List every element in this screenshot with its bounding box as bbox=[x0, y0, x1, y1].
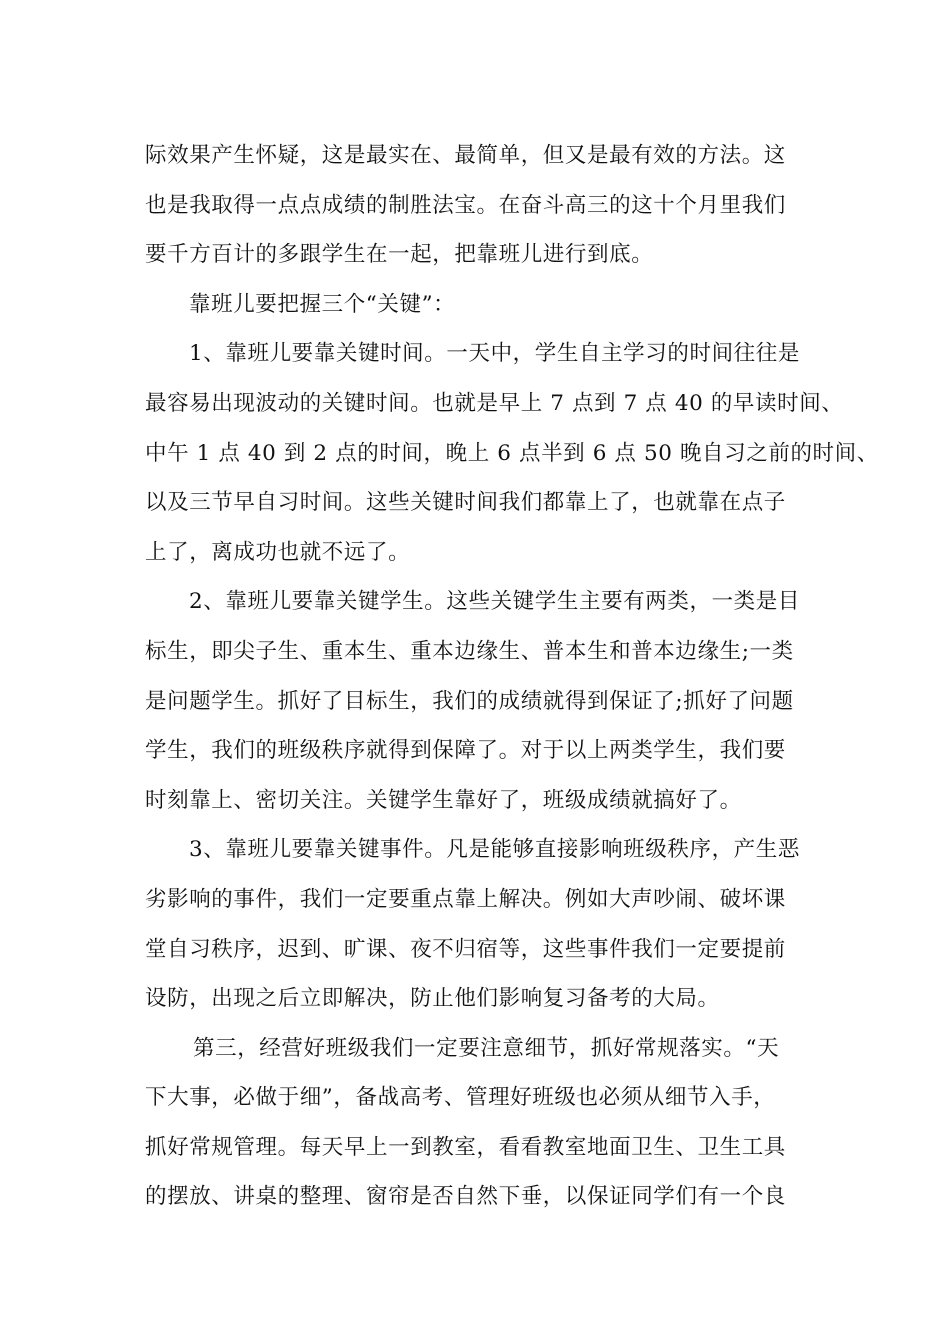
text-line: 以及三节早自习时间。这些关键时间我们都靠上了，也就靠在点子 bbox=[145, 490, 786, 516]
text-line: 中午 1 点 40 到 2 点的时间，晚上 6 点半到 6 点 50 晚自习之前的时间、 bbox=[145, 440, 879, 466]
text-line: 际效果产生怀疑，这是最实在、最简单，但又是最有效的方法。这 bbox=[145, 143, 786, 168]
text-line: 时刻靠上、密切关注。关键学生靠好了，班级成绩就搞好了。 bbox=[145, 787, 742, 813]
text-line: 也是我取得一点点成绩的制胜法宝。在奋斗高三的这十个月里我们 bbox=[145, 192, 786, 218]
text-line: 1、靠班儿要靠关键时间。一天中，学生自主学习的时间往往是 bbox=[189, 341, 800, 367]
text-line: 要千方百计的多跟学生在一起，把靠班儿进行到底。 bbox=[145, 242, 654, 268]
text-line: 2、靠班儿要靠关键学生。这些关键学生主要有两类，一类是目 bbox=[189, 589, 800, 615]
text-line: 上了，离成功也就不远了。 bbox=[145, 539, 411, 565]
text-line: 3、靠班儿要靠关键事件。凡是能够直接影响班级秩序，产生恶 bbox=[189, 837, 800, 863]
body-text bbox=[145, 131, 879, 1222]
text-line: 抓好常规管理。每天早上一到教室，看看教室地面卫生、卫生工具 bbox=[145, 1134, 786, 1160]
text-line: 学生，我们的班级秩序就得到保障了。对于以上两类学生，我们要 bbox=[145, 738, 786, 764]
text-line: 下大事，必做于细”，备战高考、管理好班级也必须从细节入手， bbox=[145, 1085, 776, 1111]
text-line: 的摆放、讲桌的整理、窗帘是否自然下垂，以保证同学们有一个良 bbox=[145, 1184, 786, 1210]
text-line: 最容易出现波动的关键时间。也就是早上 7 点到 7 点 40 的早读时间、 bbox=[145, 390, 844, 416]
text-line: 劣影响的事件，我们一定要重点靠上解决。例如大声吵闹、破坏课 bbox=[145, 886, 786, 912]
text-line: 设防，出现之后立即解决，防止他们影响复习备考的大局。 bbox=[145, 986, 720, 1012]
text-line: 标生，即尖子生、重本生、重本边缘生、普本生和普本边缘生;一类 bbox=[145, 638, 794, 664]
text-line: 靠班儿要把握三个“关键”： bbox=[189, 291, 456, 317]
text-line: 是问题学生。抓好了目标生，我们的成绩就得到保证了;抓好了问题 bbox=[145, 688, 794, 714]
text-line: 堂自习秩序，迟到、旷课、夜不归宿等，这些事件我们一定要提前 bbox=[145, 936, 786, 962]
text-line: 第三，经营好班级我们一定要注意细节，抓好常规落实。“天 bbox=[193, 1035, 780, 1061]
